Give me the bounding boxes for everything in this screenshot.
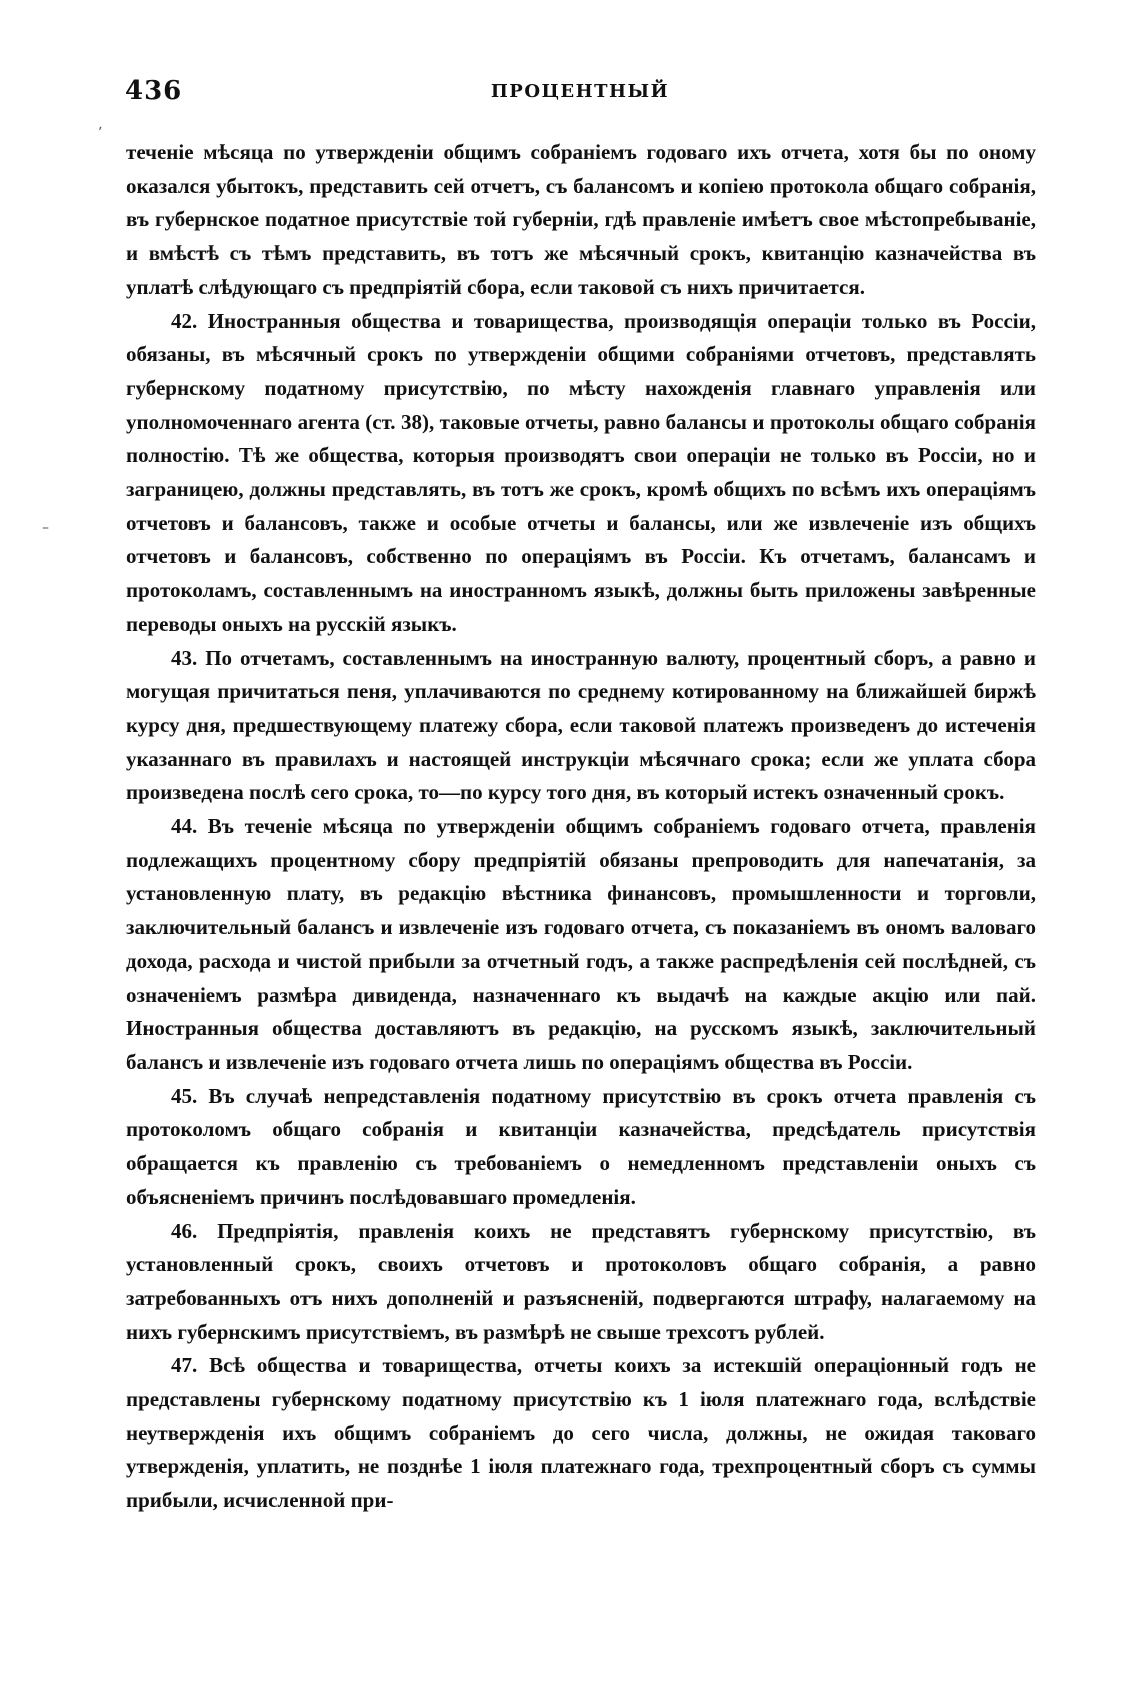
paragraph-47: 47. Всѣ общества и товарищества, отчеты коихъ за истекшій операціонный годъ не представлены губернскому податному присутствію къ 1 іюля платежнаго года, вслѣдствіе неутвержденія ихъ общимъ собраніемъ до сего числа, должны, не ожидая таковаго утвержденія, уплатить, не позднѣе 1 іюля платежнаго года, трехпроцентный сборъ съ суммы прибыли, исчисленной при- [126, 1353, 1036, 1513]
paragraph-continuation: теченіе мѣсяца по утвержденіи общимъ собраніемъ годоваго ихъ отчета, хотя бы по оному оказался убытокъ, представить сей отчетъ, съ балансомъ и копіею протокола общаго собранія, въ губернское податное присутствіе той губерніи, гдѣ правленіе имѣетъ свое мѣстопребываніе, и вмѣстѣ съ тѣмъ представить, въ тотъ же мѣсячный срокъ, квитанцію казначейства въ уплатѣ слѣдующаго съ предпріятій сбора, если таковой съ нихъ причитается. [126, 140, 1036, 299]
paragraph-45: 45. Въ случаѣ непредставленія податному присутствію въ срокъ отчета правленія съ протоколомъ общаго собранія и квитанціи казначейства, предсѣдатель присутствія обращается къ правленію съ требованіемъ о немедленномъ представленіи оныхъ съ объясненіемъ причинъ послѣдовавшаго промедленія. [126, 1083, 1036, 1209]
margin-tick-top: ʼ [98, 125, 103, 141]
margin-dash: – [42, 520, 49, 536]
body-text [126, 136, 1036, 1518]
paragraph-43: 43. По отчетамъ, составленнымъ на иностранную валюту, процентный сборъ, а равно и могущая причитаться пеня, уплачиваются по среднему котированному на ближайшей биржѣ курсу дня, предшествующему платежу сбора, если таковой платежъ произведенъ до истеченія указаннаго въ правилахъ и настоящей инструкціи мѣсячнаго срока; если же уплата сбора произведена послѣ сего срока, то—по курсу того дня, въ который истекъ означенный срокъ. [126, 645, 1036, 805]
paragraph-46: 46. Предпріятія, правленія коихъ не представятъ губернскому присутствію, въ установленный срокъ, своихъ отчетовъ и протоколовъ общаго собранія, а равно затребованныхъ отъ нихъ дополненій и разъясненій, подвергаются штрафу, налагаемому на нихъ губернскимъ присутствіемъ, въ размѣрѣ не свыше трехсотъ рублей. [126, 1218, 1036, 1344]
paragraph-44: 44. Въ теченіе мѣсяца по утвержденіи общимъ собраніемъ годоваго отчета, правленія подлежащихъ процентному сбору предпріятій обязаны препроводить для напечатанія, за установленную плату, въ редакцію вѣстника финансовъ, промышленности и торговли, заключительный балансъ и извлеченіе изъ годоваго отчета, съ показаніемъ въ ономъ валоваго дохода, расхода и чистой прибыли за отчетный годъ, а также распредѣленія сей послѣдней, съ означеніемъ размѣра дивиденда, назначеннаго къ выдачѣ на каждые акцію или пай. Иностранныя общества доставляютъ въ редакцію, на русскомъ языкѣ, заключительный балансъ и извлеченіе изъ годоваго отчета лишь по операціямъ общества въ Россіи. [126, 814, 1036, 1074]
running-title: ПРОЦЕНТНЫЙ [490, 81, 670, 102]
page-header [125, 76, 1035, 116]
paragraph-42: 42. Иностранныя общества и товарищества, производящія операціи только въ Россіи, обязаны, въ мѣсячный срокъ по утвержденіи общими собраніями отчетовъ, представлять губернскому податному присутствію, по мѣсту нахожденія главнаго управленія или уполномоченнаго агента (ст. 38), таковые отчеты, равно балансы и протоколы общаго собранія полностію. Тѣ же общества, которыя производятъ свои операціи не только въ Россіи, но и заграницею, должны представлять, въ тотъ же срокъ, кромѣ общихъ по всѣмъ ихъ операціямъ отчетовъ и балансовъ, также и особые отчеты и балансы, или же извлеченіе изъ общихъ отчетовъ и балансовъ, собственно по операціямъ въ Россіи. Къ отчетамъ, балансамъ и протоколамъ, составленнымъ на иностранномъ языкѣ, должны быть приложены завѣренные переводы оныхъ на русскій языкъ. [126, 308, 1036, 636]
page-number: 436 [125, 76, 183, 106]
